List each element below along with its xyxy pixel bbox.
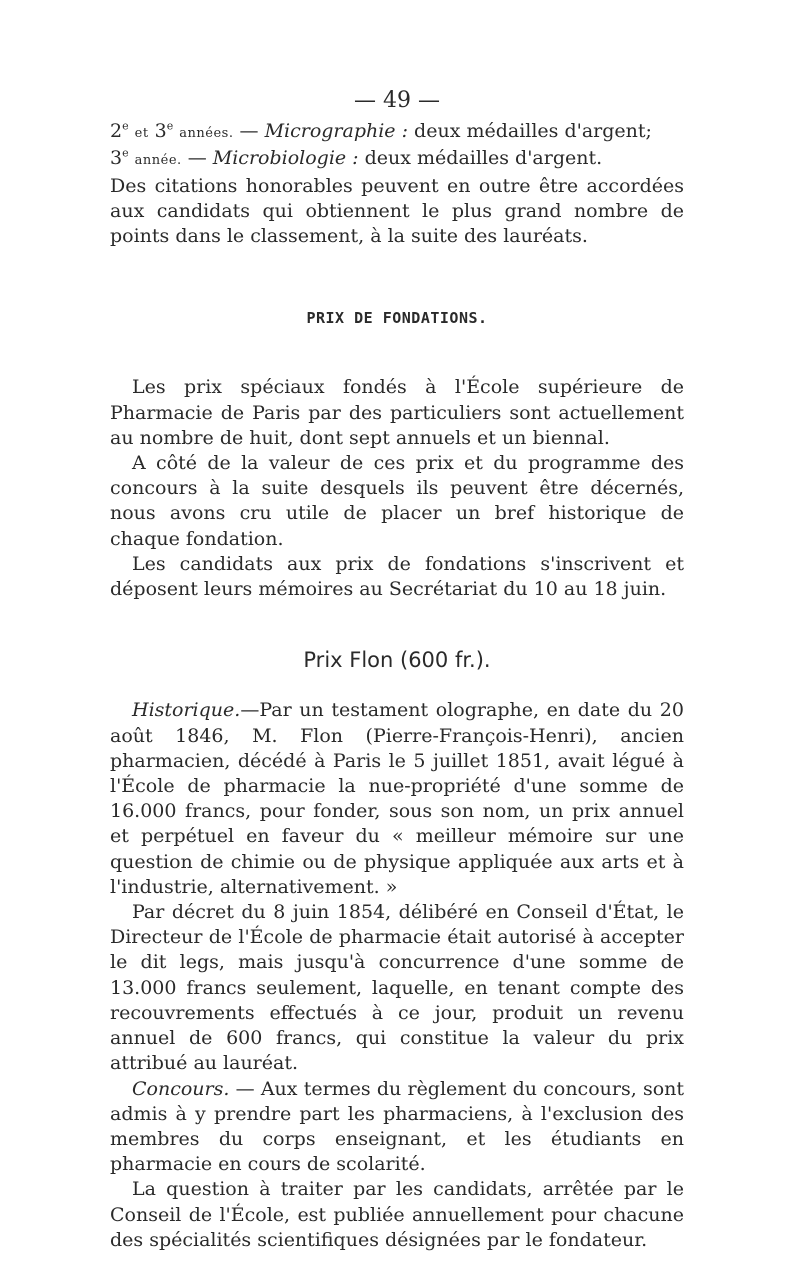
historique-text: —Par un testament olographe, en date du 20 août 1846, M. Flon (Pierre-François-Henri), ancien pharmacien, décédé à Paris le 5 juillet 1851, avait légué à l'École de pharmacie la nue-propriété d'une somme de 16.000 francs, pour fonder, sous son nom, un prix annuel et perpétuel en faveur du « meilleur mémoire sur une question de chimie ou de physique appliquée aux arts et à l'industrie, alternativement. » bbox=[110, 699, 684, 898]
dash: — bbox=[187, 147, 207, 170]
ordinal-suffix: e bbox=[166, 119, 174, 133]
subject-microbiologie: Microbiologie : bbox=[212, 147, 359, 170]
section-paragraph-1: Les prix spéciaux fondés à l'École supérieure de Pharmacie de Paris par des particuliers sont actuellement au nombre de huit, dont sept annuels et un biennal. bbox=[110, 376, 684, 449]
award-text: deux médailles d'argent; bbox=[414, 120, 652, 143]
section-paragraph-2: A côté de la valeur de ces prix et du programme des concours à la suite desquels ils peuvent être décernés, nous avons cru utile de placer un bref historique de chaque fondation. bbox=[110, 452, 684, 550]
concours-label: Concours. bbox=[132, 1077, 230, 1100]
years-label: années. bbox=[179, 126, 234, 142]
award-line-3rd-year bbox=[110, 146, 684, 173]
year-label: année. bbox=[134, 153, 182, 169]
concours-text: — Aux termes du règlement du concours, sont admis à y prendre part les pharmaciens, à l'exclusion des membres du corps enseignant, et les étudiants en pharmacie en cours de scolarité. bbox=[110, 1077, 685, 1176]
year-number: 3 bbox=[154, 120, 167, 143]
section-paragraph-3: Les candidats aux prix de fondations s'inscrivent et déposent leurs mémoires au Secrétariat du 10 au 18 juin. bbox=[110, 552, 684, 601]
subject-micrographie: Micrographie : bbox=[264, 120, 408, 143]
year-number: 3 bbox=[110, 147, 123, 170]
award-text: deux médailles d'argent. bbox=[364, 147, 603, 170]
dash: — bbox=[239, 120, 259, 143]
et-label: et bbox=[134, 126, 149, 142]
document-page bbox=[110, 88, 684, 1253]
prize-heading: Prix Flon (600 fr.). bbox=[303, 648, 491, 673]
ordinal-suffix: e bbox=[122, 147, 129, 161]
historique-label: Historique. bbox=[132, 699, 241, 722]
decret-paragraph: Par décret du 8 juin 1854, délibéré en Conseil d'État, le Directeur de l'École de pharmacie était autorisé à accepter le dit legs, mais jusqu'à concurrence d'une somme de 13.000 francs seulement, laquelle, en tenant compte des recouvrements effectués à ce jour, produit un revenu annuel de 600 francs, qui constitue la valeur du prix attribué au lauréat. bbox=[110, 901, 684, 1075]
concours-paragraph bbox=[110, 1077, 684, 1178]
section-heading: PRIX DE FONDATIONS. bbox=[306, 309, 488, 328]
award-line-2nd-3rd-year bbox=[110, 119, 684, 146]
year-number: 2 bbox=[110, 120, 123, 143]
question-paragraph: La question à traiter par les candidats, arrêtée par le Conseil de l'École, est publiée annuellement pour chacune des spécialités scientifiques désignées par le fondateur. bbox=[110, 1178, 684, 1251]
page-number: — 49 — bbox=[354, 88, 440, 113]
citations-paragraph: Des citations honorables peuvent en outre être accordées aux candidats qui obtiennent le plus grand nombre de points dans le classement, à la suite des lauréats. bbox=[110, 174, 684, 248]
historique-paragraph bbox=[110, 698, 684, 900]
ordinal-suffix: e bbox=[122, 119, 129, 133]
